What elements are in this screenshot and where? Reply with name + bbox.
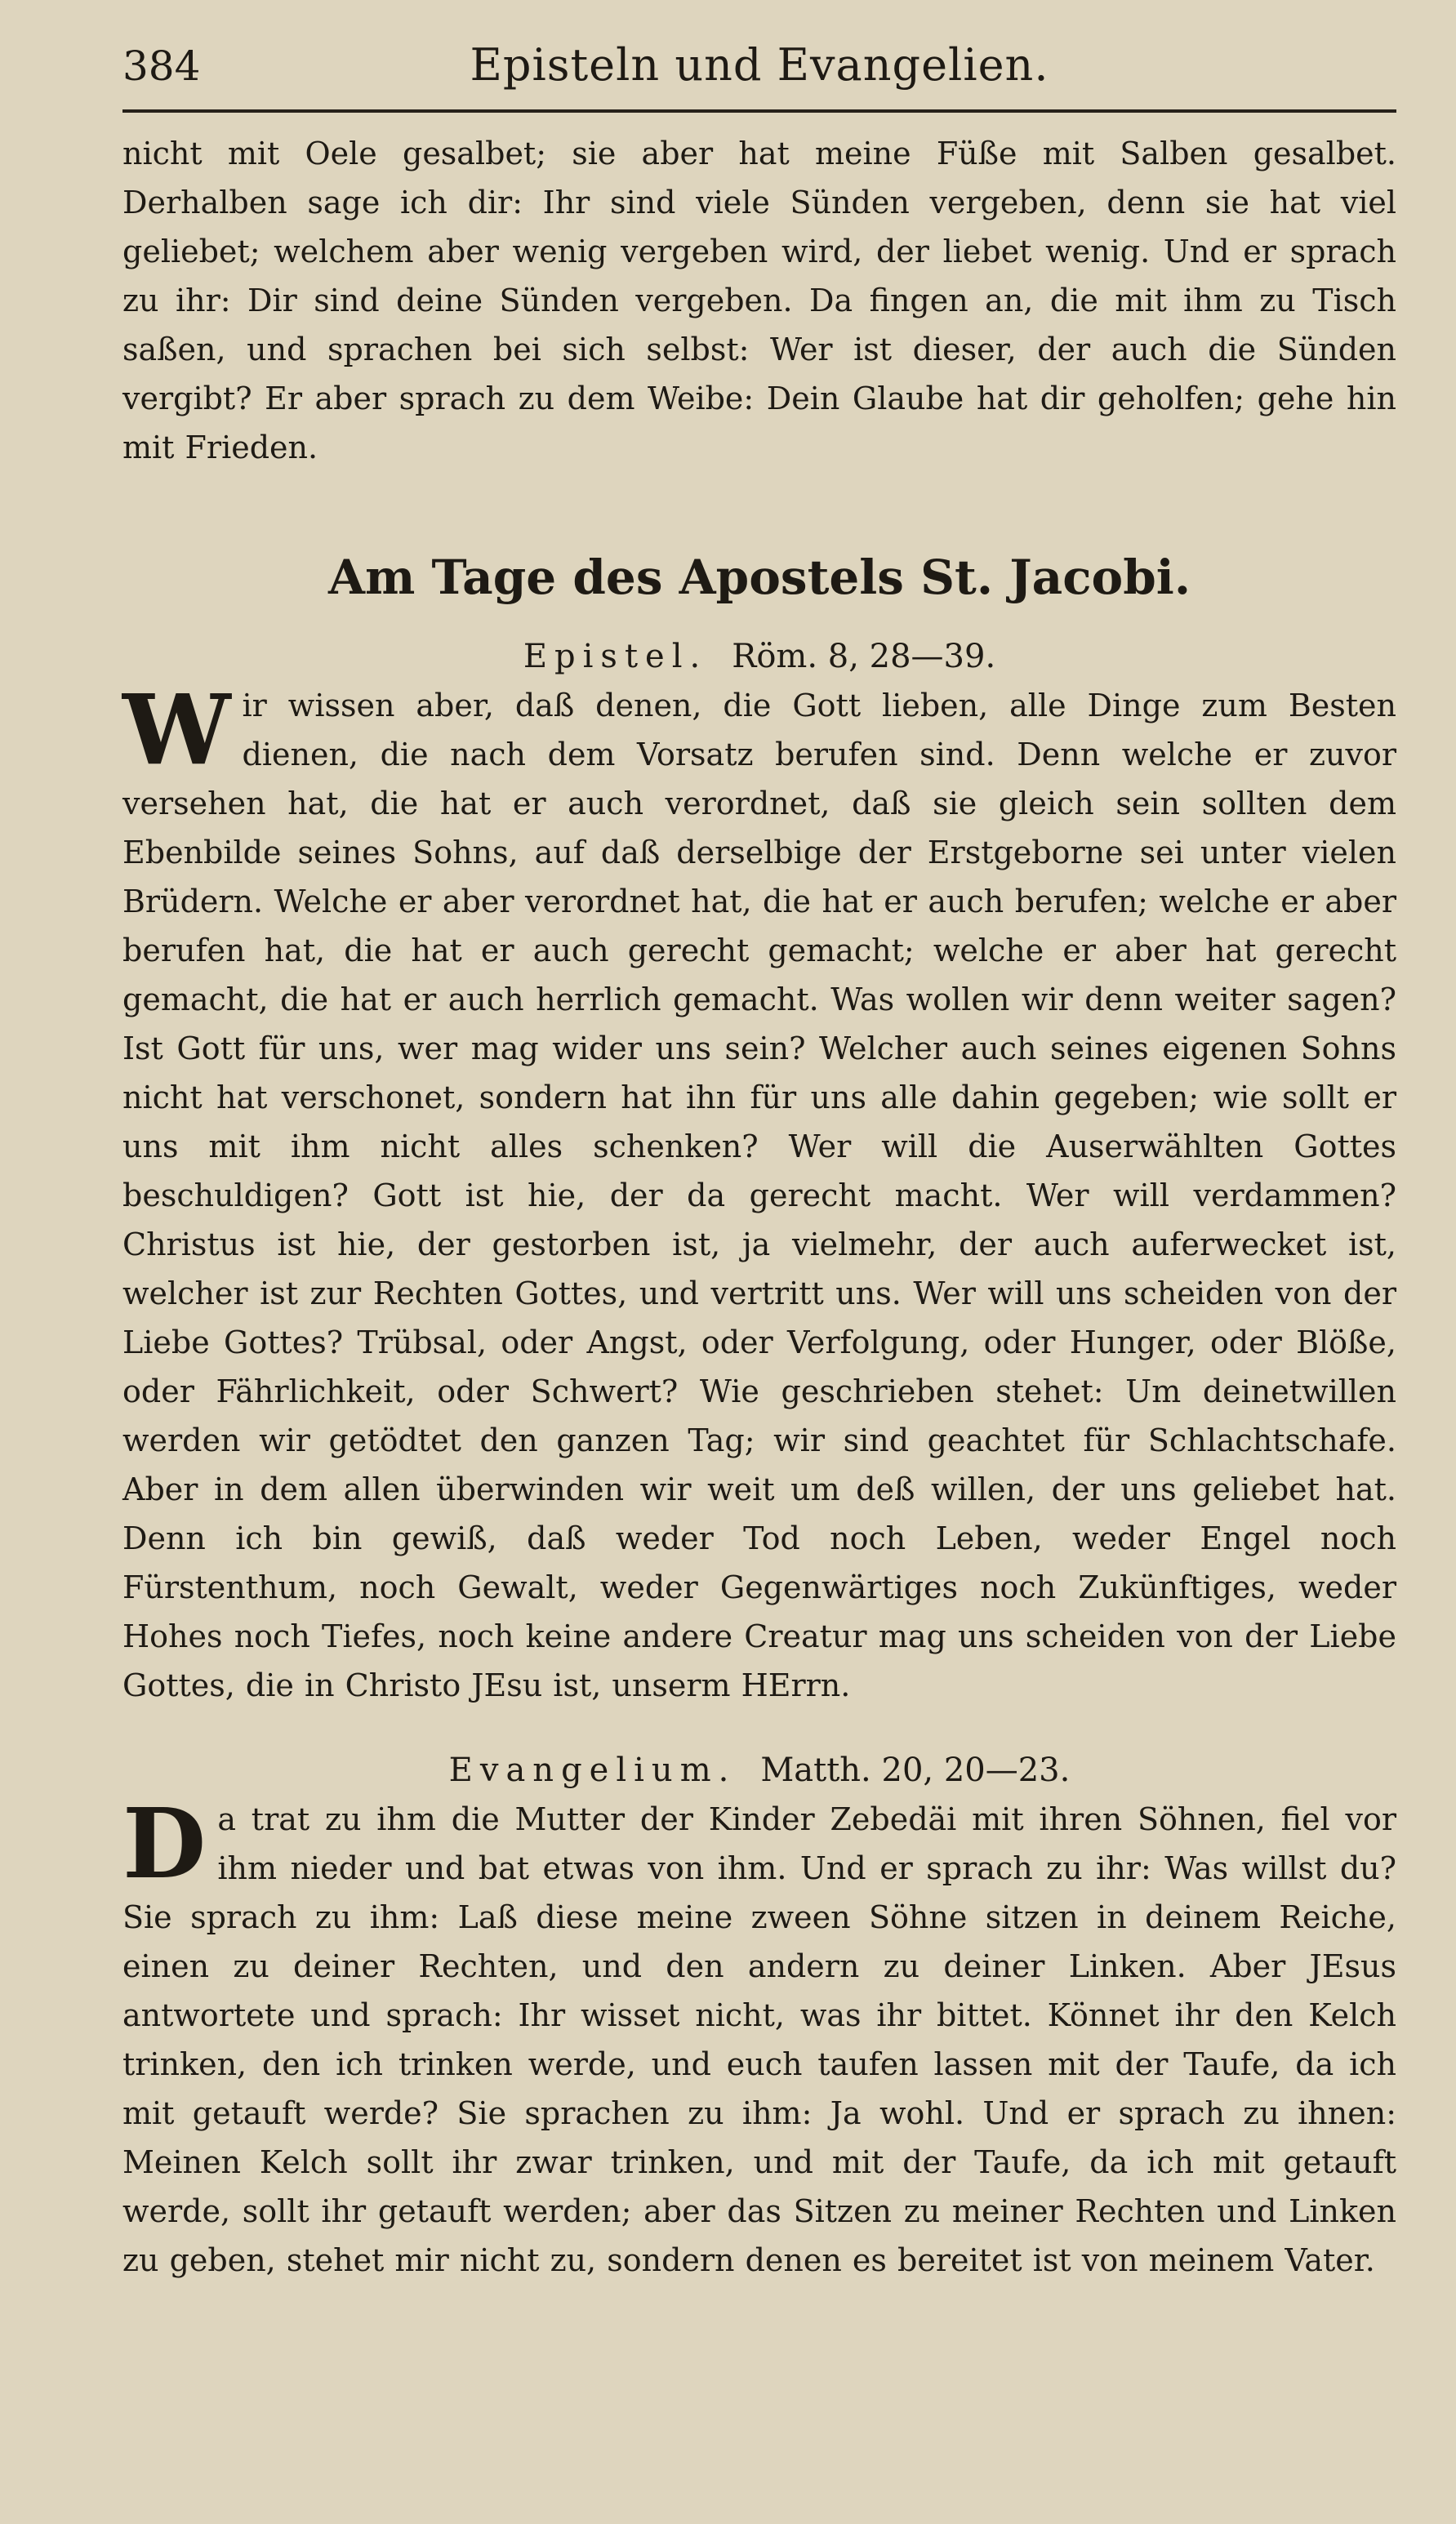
gospel-label: Evangelium. (448, 1752, 737, 1789)
gospel-reference: Matth. 20, 20—23. (760, 1752, 1071, 1789)
gospel-text: a trat zu ihm die Mutter der Kinder Zebedäi mit ihren Söhnen, fiel vor ihm nieder und bat etwas von ihm. Und er sprach zu ihr: Was willst du? Sie sprach zu ihm: Laß diese meine zween Söhne sitzen in deinem Reiche, einen zu deiner Rechten, und den andern zu deiner Linken. Aber JEsus antwortete und sprach: Ihr wisset nicht, was ihr bittet. Könnet ihr den Kelch trinken, den ich trinken werde, und euch taufen lassen mit der Taufe, da ich mit getauft werde? Sie sprachen zu ihm: Ja wohl. Und er sprach zu ihnen: Meinen Kelch sollt ihr zwar trinken, und mit der Taufe, da ich mit getauft werde, sollt ihr getauft werden; aber das Sitzen zu meiner Rechten und Linken zu geben, stehet mir nicht zu, sondern denen es bereitet ist von meinem Vater. (122, 1801, 1396, 2278)
preceding-gospel-text: nicht mit Oele gesalbet; sie aber hat meine Füße mit Salben gesalbet. Derhalben sage ich dir: Ihr sind viele Sünden vergeben, denn sie hat viel geliebet; welchem aber wenig vergeben wird, der liebet wenig. Und er sprach zu ihr: Dir sind deine Sünden vergeben. Da fingen an, die mit ihm zu Tisch saßen, und sprachen bei sich selbst: Wer ist dieser, der auch die Sünden vergibt? Er aber sprach zu dem Weibe: Dein Glaube hat dir geholfen; gehe hin mit Frieden. (122, 136, 1396, 465)
epistle-text: ir wissen aber, daß denen, die Gott lieben, alle Dinge zum Besten dienen, die nach dem Vorsatz berufen sind. Denn welche er zuvor versehen hat, die hat er auch verordnet, daß sie gleich sein sollten dem Ebenbilde seines Sohns, auf daß derselbige der Erstgeborne sei unter vielen Brüdern. Welche er aber verordnet hat, die hat er auch berufen; welche er aber berufen hat, die hat er auch gerecht gemacht; welche er aber hat gerecht gemacht, die hat er auch herrlich gemacht. Was wollen wir denn weiter sagen? Ist Gott für uns, wer mag wider uns sein? Welcher auch seines eigenen Sohns nicht hat verschonet, sondern hat ihn für uns alle dahin gegeben; wie sollt er uns mit ihm nicht alles schenken? Wer will die Auserwählten Gottes beschuldigen? Gott ist hie, der da gerecht macht. Wer will verdammen? Christus ist hie, der gestorben ist, ja vielmehr, der auch auferwecket ist, welcher ist zur Rechten Gottes, und vertritt uns. Wer will uns scheiden von der Liebe Gottes? Trübsal, oder Angst, oder Verfolgung, oder Hunger, oder Blöße, oder Fährlichkeit, oder Schwert? Wie geschrieben stehet: Um deinetwillen werden wir getödtet den ganzen Tag; wir sind geachtet für Schlachtschafe. Aber in dem allen überwinden wir weit um deß willen, der uns geliebet hat. Denn ich bin gewiß, daß weder Tod noch Leben, weder Engel noch Fürstenthum, noch Gewalt, weder Gegenwärtiges noch Zukünftiges, weder Hohes noch Tiefes, noch keine andere Creatur mag uns scheiden von der Liebe Gottes, die in Christo JEsu ist, unserm HErrn. (122, 688, 1396, 1703)
epistle-text-block (122, 673, 1396, 1710)
header-rule (122, 109, 1396, 113)
feast-title: Am Tage des Apostels St. Jacobi. (327, 550, 1191, 605)
epistle-reference: Röm. 8, 28—39. (732, 638, 996, 675)
page-number: 384 (122, 42, 201, 90)
running-title: Episteln und Evangelien. (470, 39, 1049, 91)
gospel-heading (122, 1746, 1396, 1795)
gospel-initial: D (122, 1787, 207, 1900)
text-column (122, 39, 1396, 2285)
epistle-initial: W (122, 673, 231, 786)
epistle-label: Epistel. (523, 638, 708, 675)
gospel-text-block (122, 1787, 1396, 2285)
running-header (122, 39, 1396, 108)
epistle-heading (122, 632, 1396, 681)
